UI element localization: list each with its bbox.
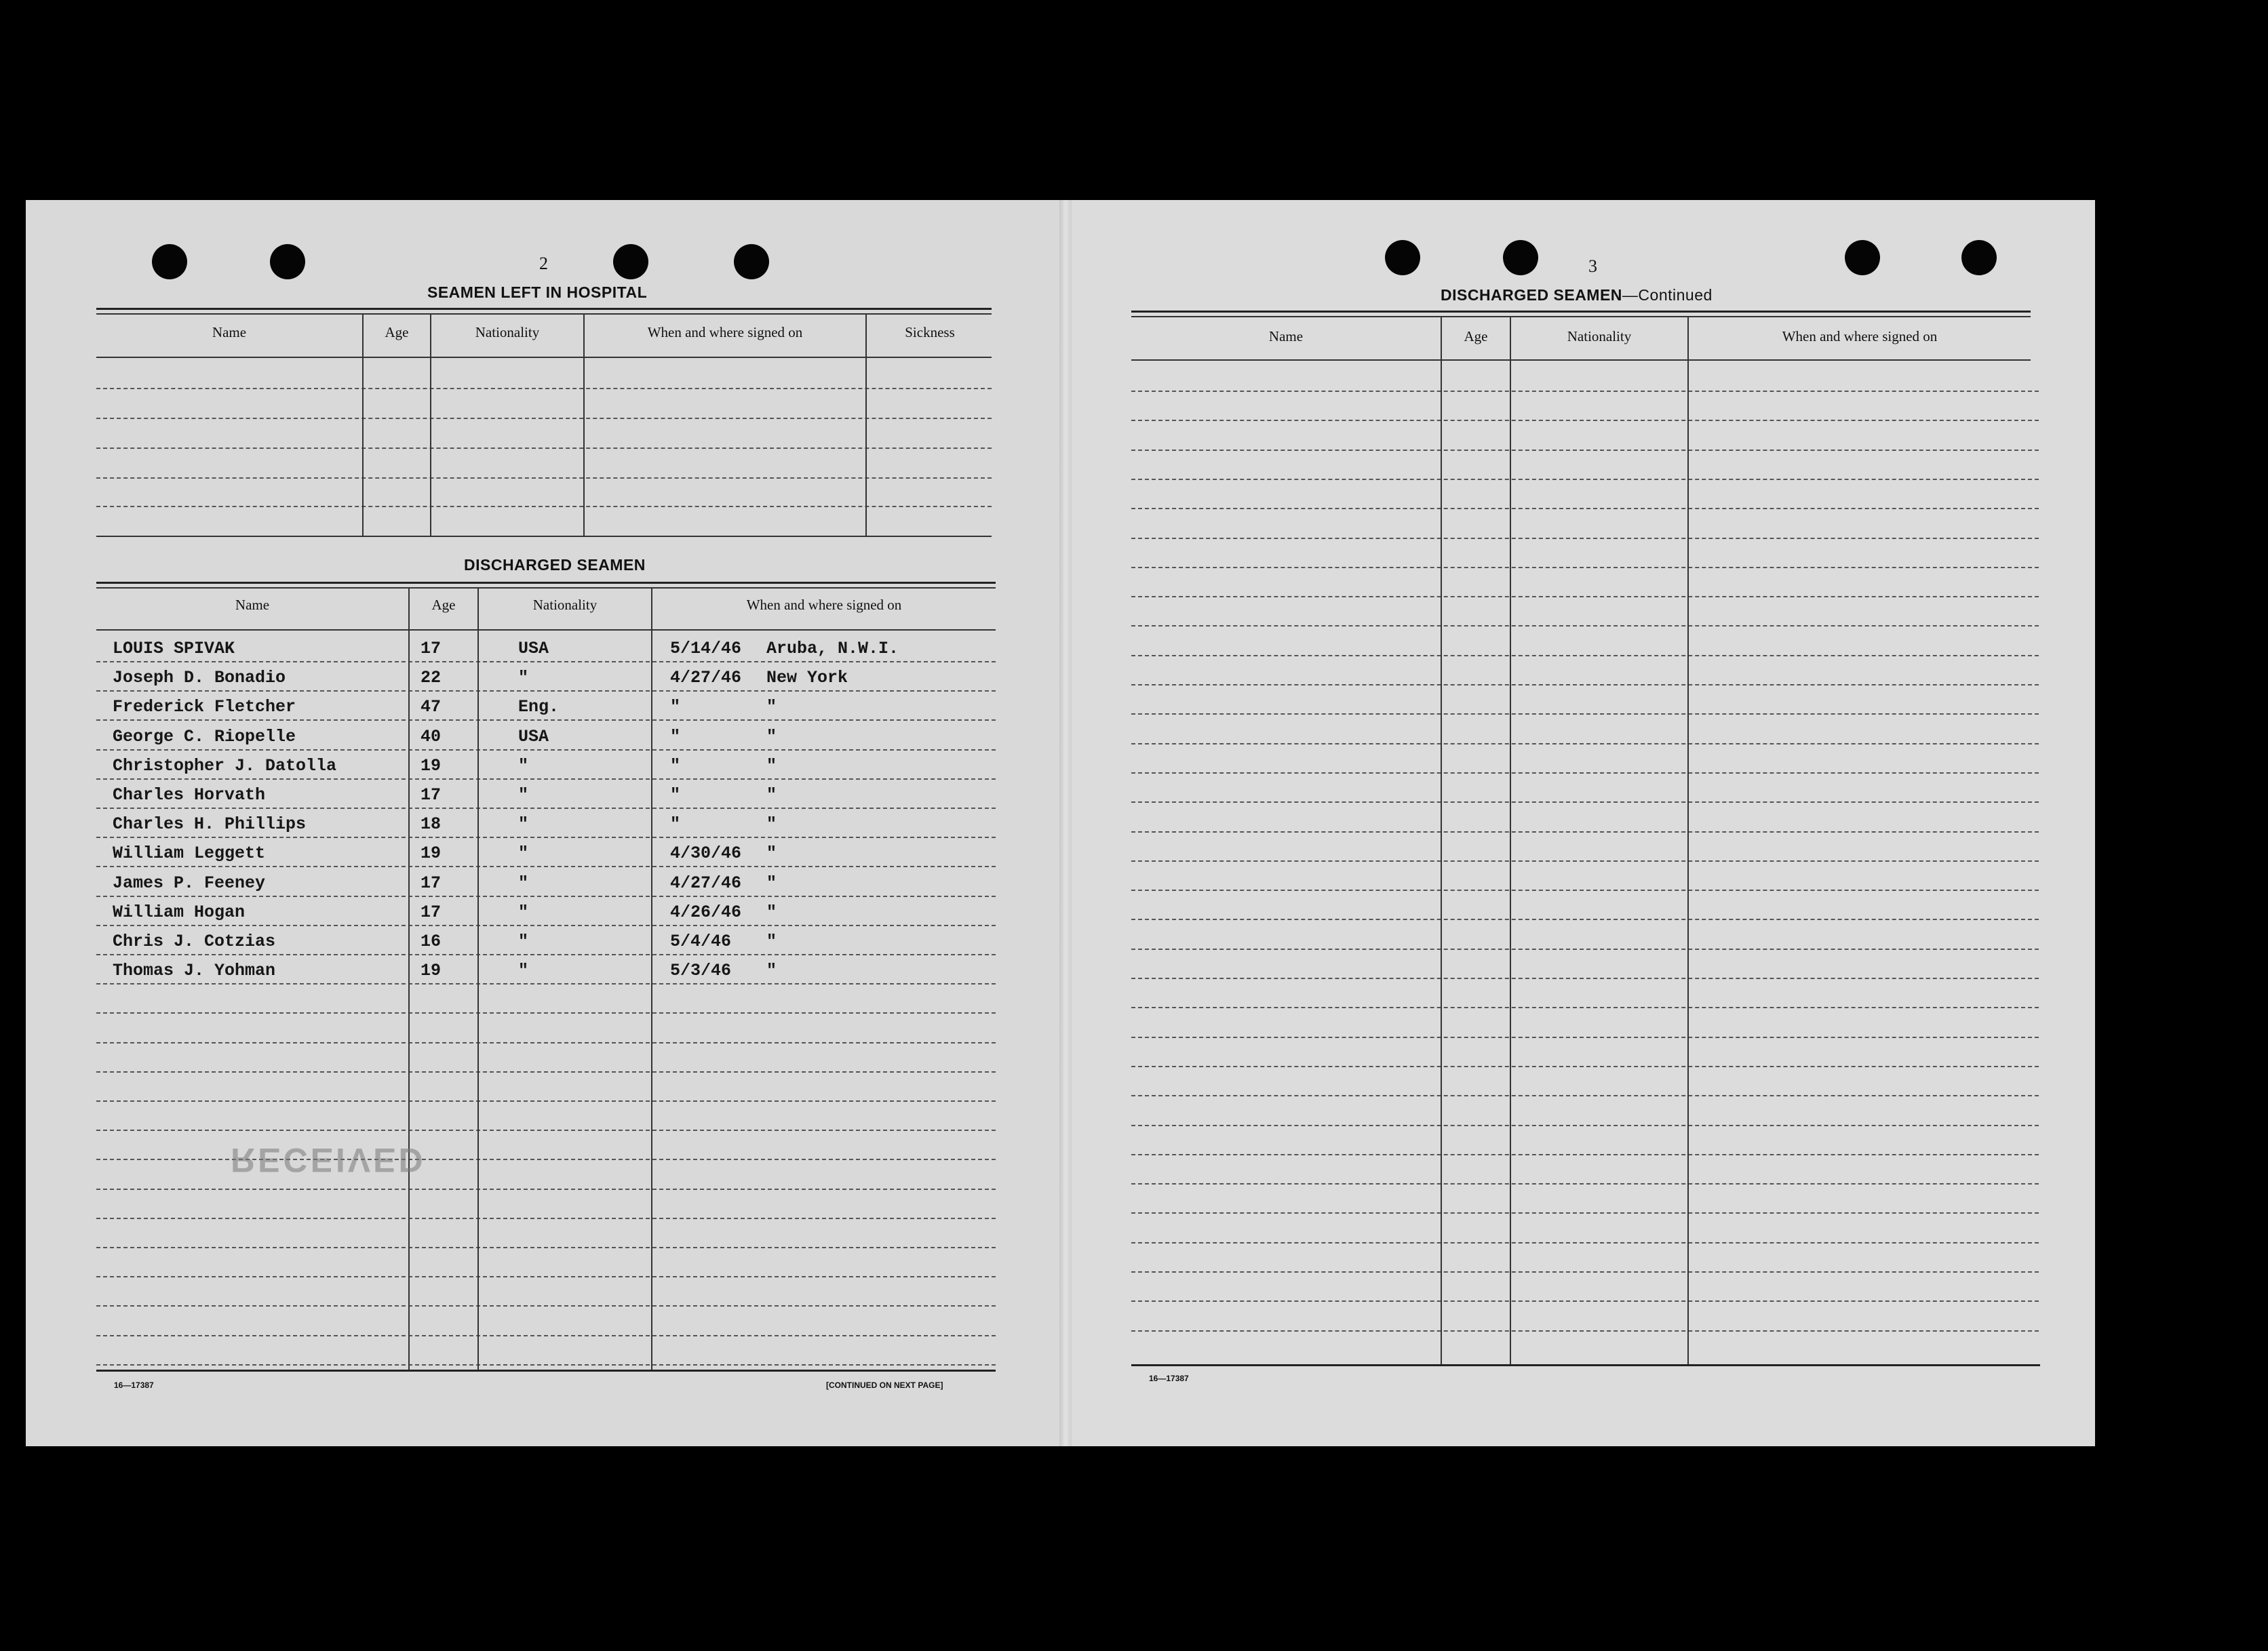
punch-hole <box>1385 240 1420 275</box>
row-line <box>96 1189 996 1190</box>
right-page <box>1059 200 2095 1446</box>
row-line <box>96 1305 996 1307</box>
cell-name: Thomas J. Yohman <box>113 961 276 981</box>
row-line <box>96 506 992 507</box>
col-header-name: Name <box>235 597 270 613</box>
cell-age: 18 <box>421 814 442 835</box>
col-divider <box>865 315 867 536</box>
row-line <box>96 1012 996 1014</box>
row-line <box>96 837 996 838</box>
col-divider <box>1441 317 1442 1364</box>
cell-age: 19 <box>421 843 442 864</box>
page-fold <box>1059 200 1072 1446</box>
cell-age: 17 <box>421 785 442 805</box>
row-line <box>96 719 996 721</box>
cell-place: " <box>766 873 777 893</box>
punch-hole <box>1845 240 1880 275</box>
received-stamp: RECEIVED <box>231 1141 426 1179</box>
row-line <box>96 954 996 955</box>
cell-date: " <box>670 755 681 776</box>
row-line <box>96 896 996 897</box>
cell-place: " <box>766 755 777 776</box>
cell-name: George C. Riopelle <box>113 726 296 747</box>
col-header-nationality: Nationality <box>532 597 598 613</box>
col-header-signed-on: When and where signed on <box>1782 328 1938 344</box>
row-line <box>96 1247 996 1248</box>
row-line <box>1131 508 2039 509</box>
row-line <box>96 661 996 662</box>
row-line <box>1131 801 2039 803</box>
row-line <box>1131 625 2039 626</box>
cell-place: New York <box>766 668 848 688</box>
cell-name: Charles Horvath <box>113 785 266 805</box>
rule <box>1131 311 2031 313</box>
cell-age: 19 <box>421 755 442 776</box>
row-line <box>1131 890 2039 891</box>
cell-age: 17 <box>421 873 442 893</box>
cell-name: Chris J. Cotzias <box>113 932 276 951</box>
rule <box>1131 359 2031 361</box>
row-line <box>1131 538 2039 539</box>
cell-name: Charles H. Phillips <box>113 814 307 835</box>
row-line <box>96 778 996 780</box>
col-divider <box>1510 317 1511 1364</box>
row-line <box>1131 1007 2039 1008</box>
cell-date: 5/14/46 <box>670 639 742 658</box>
row-line <box>96 388 992 389</box>
cell-nationality: USA <box>518 726 549 747</box>
cell-nationality: " <box>518 785 529 805</box>
cell-age: 19 <box>421 961 442 981</box>
cell-name: William Hogan <box>113 902 246 922</box>
rule <box>1131 1364 2040 1366</box>
cell-nationality: " <box>518 755 529 776</box>
cell-place: " <box>766 814 777 835</box>
col-header-sickness: Sickness <box>905 324 955 340</box>
col-header-nationality: Nationality <box>1567 328 1632 344</box>
row-line <box>96 1335 996 1336</box>
row-line <box>96 1100 996 1102</box>
row-line <box>1131 479 2039 480</box>
row-line <box>96 1042 996 1043</box>
row-line <box>96 1130 996 1131</box>
row-line <box>1131 420 2039 421</box>
row-line <box>1131 1271 2039 1273</box>
cell-place: Aruba, N.W.I. <box>766 639 899 658</box>
rule <box>96 1370 996 1372</box>
row-line <box>96 477 992 479</box>
cell-date: 5/4/46 <box>670 932 732 951</box>
row-line <box>96 925 996 926</box>
cell-name: James P. Feeney <box>113 873 266 893</box>
cell-name: William Leggett <box>113 843 266 864</box>
row-line <box>1131 713 2039 715</box>
row-line <box>1131 655 2039 656</box>
punch-hole <box>613 244 648 279</box>
row-line <box>1131 1242 2039 1244</box>
punch-hole <box>152 244 187 279</box>
cell-name: LOUIS SPIVAK <box>113 639 235 658</box>
punch-hole <box>734 244 769 279</box>
row-line <box>96 1276 996 1277</box>
row-line <box>1131 1037 2039 1038</box>
cell-date: 5/3/46 <box>670 961 732 981</box>
page-number: 3 <box>1588 256 1597 276</box>
page-number: 2 <box>539 254 548 273</box>
cell-place: " <box>766 902 777 922</box>
row-line <box>1131 860 2039 862</box>
cell-date: 4/27/46 <box>670 668 742 688</box>
rule <box>1131 316 2031 317</box>
col-header-name: Name <box>212 324 247 340</box>
cell-nationality: " <box>518 843 529 864</box>
row-line <box>1131 596 2039 597</box>
right-title-main: DISCHARGED SEAMEN <box>1441 286 1622 304</box>
cell-nationality: " <box>518 961 529 981</box>
cell-place: " <box>766 843 777 864</box>
row-line <box>1131 1183 2039 1185</box>
col-header-age: Age <box>1464 328 1488 344</box>
col-header-nationality: Nationality <box>475 324 540 340</box>
row-line <box>1131 1125 2039 1126</box>
form-number: 16—17387 <box>114 1380 154 1390</box>
punch-hole <box>1503 240 1538 275</box>
cell-date: " <box>670 814 681 835</box>
row-line <box>96 808 996 809</box>
rule <box>96 357 992 358</box>
row-line <box>1131 772 2039 774</box>
cell-nationality: USA <box>518 639 549 658</box>
cell-age: 22 <box>421 668 442 688</box>
row-line <box>1131 1212 2039 1214</box>
row-line <box>96 447 992 449</box>
col-header-age: Age <box>431 597 456 613</box>
cell-place: " <box>766 961 777 981</box>
rule <box>96 629 996 631</box>
row-line <box>1131 978 2039 979</box>
col-divider <box>583 315 585 536</box>
col-divider <box>362 315 364 536</box>
rule <box>96 582 996 584</box>
cell-place: " <box>766 726 777 747</box>
col-header-signed-on: When and where signed on <box>647 324 803 340</box>
row-line <box>96 983 996 984</box>
cell-nationality: " <box>518 814 529 835</box>
form-number: 16—17387 <box>1149 1374 1189 1383</box>
row-line <box>1131 1330 2039 1332</box>
row-line <box>1131 567 2039 568</box>
cell-age: 47 <box>421 697 442 717</box>
right-section-title <box>1441 286 1713 304</box>
cell-date: 4/27/46 <box>670 873 742 893</box>
row-line <box>1131 919 2039 920</box>
cell-name: Christopher J. Datolla <box>113 755 337 776</box>
cell-nationality: " <box>518 873 529 893</box>
row-line <box>96 1364 996 1366</box>
row-line <box>1131 831 2039 833</box>
continued-note: [CONTINUED ON NEXT PAGE] <box>826 1380 943 1390</box>
cell-nationality: Eng. <box>518 697 560 717</box>
col-header-signed-on: When and where signed on <box>746 597 902 613</box>
right-title-suffix: —Continued <box>1622 286 1713 304</box>
rule <box>96 536 992 537</box>
cell-date: 4/26/46 <box>670 902 742 922</box>
col-divider <box>1687 317 1689 1364</box>
cell-nationality: " <box>518 932 529 951</box>
row-line <box>1131 743 2039 744</box>
rule <box>96 313 992 315</box>
row-line <box>1131 1300 2039 1302</box>
col-header-name: Name <box>1268 328 1304 344</box>
hospital-section-title: SEAMEN LEFT IN HOSPITAL <box>427 283 648 301</box>
punch-hole <box>270 244 305 279</box>
discharged-section-title: DISCHARGED SEAMEN <box>464 556 646 574</box>
row-line <box>1131 1095 2039 1096</box>
cell-place: " <box>766 785 777 805</box>
row-line <box>1131 1154 2039 1155</box>
col-header-age: Age <box>385 324 409 340</box>
punch-hole <box>1961 240 1997 275</box>
cell-nationality: " <box>518 668 529 688</box>
row-line <box>96 418 992 419</box>
cell-place: " <box>766 932 777 951</box>
col-divider <box>430 315 431 536</box>
cell-date: " <box>670 726 681 747</box>
cell-date: " <box>670 697 681 717</box>
row-line <box>1131 949 2039 950</box>
cell-nationality: " <box>518 902 529 922</box>
cell-age: 17 <box>421 639 442 658</box>
rule <box>96 308 992 310</box>
row-line <box>96 1218 996 1219</box>
row-line <box>96 749 996 751</box>
cell-date: 4/30/46 <box>670 843 742 864</box>
rule <box>96 587 996 589</box>
row-line <box>96 690 996 692</box>
row-line <box>1131 391 2039 392</box>
row-line <box>1131 450 2039 451</box>
row-line <box>1131 1066 2039 1067</box>
row-line <box>96 866 996 867</box>
col-divider <box>477 589 479 1370</box>
cell-name: Frederick Fletcher <box>113 697 296 717</box>
cell-age: 40 <box>421 726 442 747</box>
cell-date: " <box>670 785 681 805</box>
cell-name: Joseph D. Bonadio <box>113 668 286 688</box>
col-divider <box>651 589 652 1370</box>
col-divider <box>408 589 410 1370</box>
row-line <box>1131 684 2039 685</box>
cell-place: " <box>766 697 777 717</box>
row-line <box>96 1071 996 1073</box>
cell-age: 16 <box>421 932 442 951</box>
cell-age: 17 <box>421 902 442 922</box>
